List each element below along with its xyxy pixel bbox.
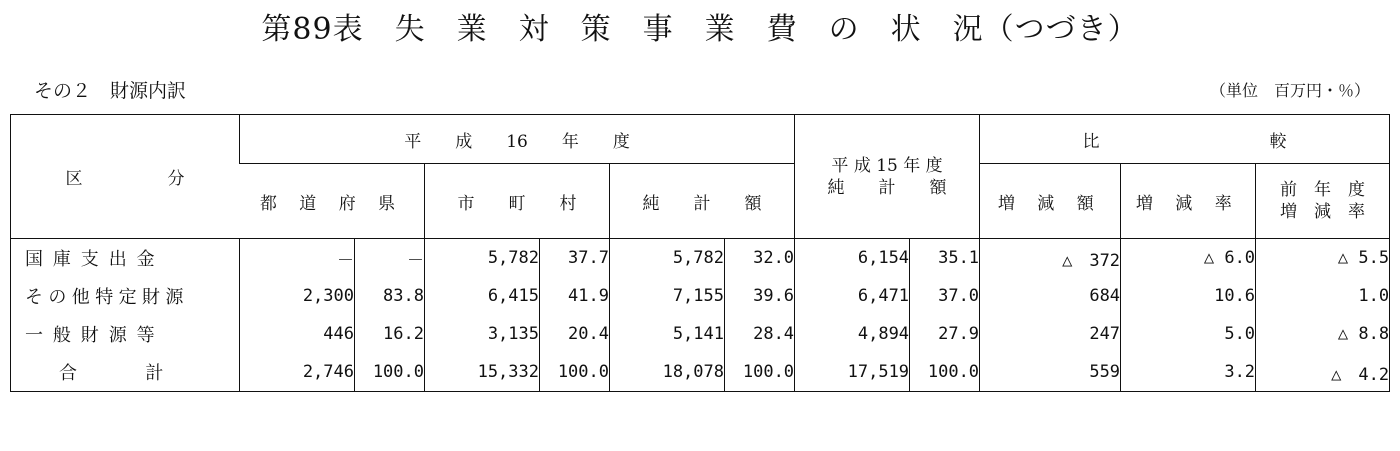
cell-prev-pct: 35.1 bbox=[910, 239, 980, 278]
page-title: 第89表 失 業 対 策 事 業 費 の 状 況（つづき） bbox=[261, 12, 1139, 47]
cell-diff-rate: 5.0 bbox=[1121, 315, 1256, 353]
cell-pref: 2,746 bbox=[240, 353, 355, 392]
h15-header-line1: 平 成 15 年 度 bbox=[831, 155, 943, 176]
cell-pref-pct: 16.2 bbox=[355, 315, 425, 353]
cell-net: 5,782 bbox=[610, 239, 725, 278]
cell-net-pct: 28.4 bbox=[725, 315, 795, 353]
prev-rate-header bbox=[1256, 164, 1390, 239]
cell-prev: 6,471 bbox=[795, 277, 910, 315]
h16-header: 平 成 16 年 度 bbox=[240, 115, 795, 164]
category-header: 区 分 bbox=[11, 115, 240, 239]
cell-prev: 17,519 bbox=[795, 353, 910, 392]
cell-muni: 6,415 bbox=[425, 277, 540, 315]
cell-muni-pct: 37.7 bbox=[540, 239, 610, 278]
cell-diff: △ 372 bbox=[980, 239, 1121, 278]
cell-muni: 3,135 bbox=[425, 315, 540, 353]
change-rate-header: 増 減 率 bbox=[1121, 164, 1256, 239]
table-row-total bbox=[11, 353, 1390, 392]
row-label: 国庫支出金 bbox=[25, 249, 165, 270]
cell-prev: 4,894 bbox=[795, 315, 910, 353]
cell-net: 18,078 bbox=[610, 353, 725, 392]
change-amount-header: 増 減 額 bbox=[980, 164, 1121, 239]
cell-diff-rate: △ 6.0 bbox=[1121, 239, 1256, 278]
cell-muni: 5,782 bbox=[425, 239, 540, 278]
cell-prev-rate: △ 4.2 bbox=[1256, 353, 1390, 392]
cell-diff-rate: 3.2 bbox=[1121, 353, 1256, 392]
cell-pref-pct: － bbox=[355, 239, 425, 278]
cell-prev: 6,154 bbox=[795, 239, 910, 278]
cell-prev-pct: 27.9 bbox=[910, 315, 980, 353]
cell-diff-rate: 10.6 bbox=[1121, 277, 1256, 315]
cell-diff: 247 bbox=[980, 315, 1121, 353]
prev-rate-header-line1: 前 年 度 bbox=[1280, 180, 1366, 200]
cell-pref: 446 bbox=[240, 315, 355, 353]
h15-header-line2: 純 計 額 bbox=[827, 177, 947, 198]
cell-net-pct: 39.6 bbox=[725, 277, 795, 315]
cell-prev-rate: △ 5.5 bbox=[1256, 239, 1390, 278]
cell-net: 7,155 bbox=[610, 277, 725, 315]
cell-diff: 684 bbox=[980, 277, 1121, 315]
cell-prev-rate: 1.0 bbox=[1256, 277, 1390, 315]
cell-net: 5,141 bbox=[610, 315, 725, 353]
cell-prev-pct: 37.0 bbox=[910, 277, 980, 315]
table-row bbox=[11, 315, 1390, 353]
comparison-header: 比 較 bbox=[980, 115, 1390, 164]
row-label: 合 計 bbox=[59, 363, 167, 384]
h15-header bbox=[795, 115, 980, 239]
cell-muni-pct: 41.9 bbox=[540, 277, 610, 315]
row-label: 一般財源等 bbox=[25, 325, 165, 346]
cell-net-pct: 100.0 bbox=[725, 353, 795, 392]
cell-pref: 2,300 bbox=[240, 277, 355, 315]
municipality-header: 市 町 村 bbox=[425, 164, 610, 239]
prefecture-header: 都 道 府 県 bbox=[240, 164, 425, 239]
cell-diff: 559 bbox=[980, 353, 1121, 392]
cell-pref-pct: 100.0 bbox=[355, 353, 425, 392]
table-row bbox=[11, 239, 1390, 278]
finance-table bbox=[10, 114, 1390, 392]
cell-net-pct: 32.0 bbox=[725, 239, 795, 278]
net-total-header: 純 計 額 bbox=[610, 164, 795, 239]
cell-muni-pct: 100.0 bbox=[540, 353, 610, 392]
cell-prev-pct: 100.0 bbox=[910, 353, 980, 392]
cell-muni: 15,332 bbox=[425, 353, 540, 392]
table-row bbox=[11, 277, 1390, 315]
table-subtitle: その２ 財源内訳 bbox=[34, 80, 187, 102]
cell-prev-rate: △ 8.8 bbox=[1256, 315, 1390, 353]
prev-rate-header-line2: 増 減 率 bbox=[1280, 202, 1366, 222]
unit-note: （単位 百万円・％） bbox=[1209, 81, 1370, 100]
cell-muni-pct: 20.4 bbox=[540, 315, 610, 353]
cell-pref-pct: 83.8 bbox=[355, 277, 425, 315]
row-label: その他特定財源 bbox=[25, 287, 189, 308]
cell-pref: － bbox=[240, 239, 355, 278]
